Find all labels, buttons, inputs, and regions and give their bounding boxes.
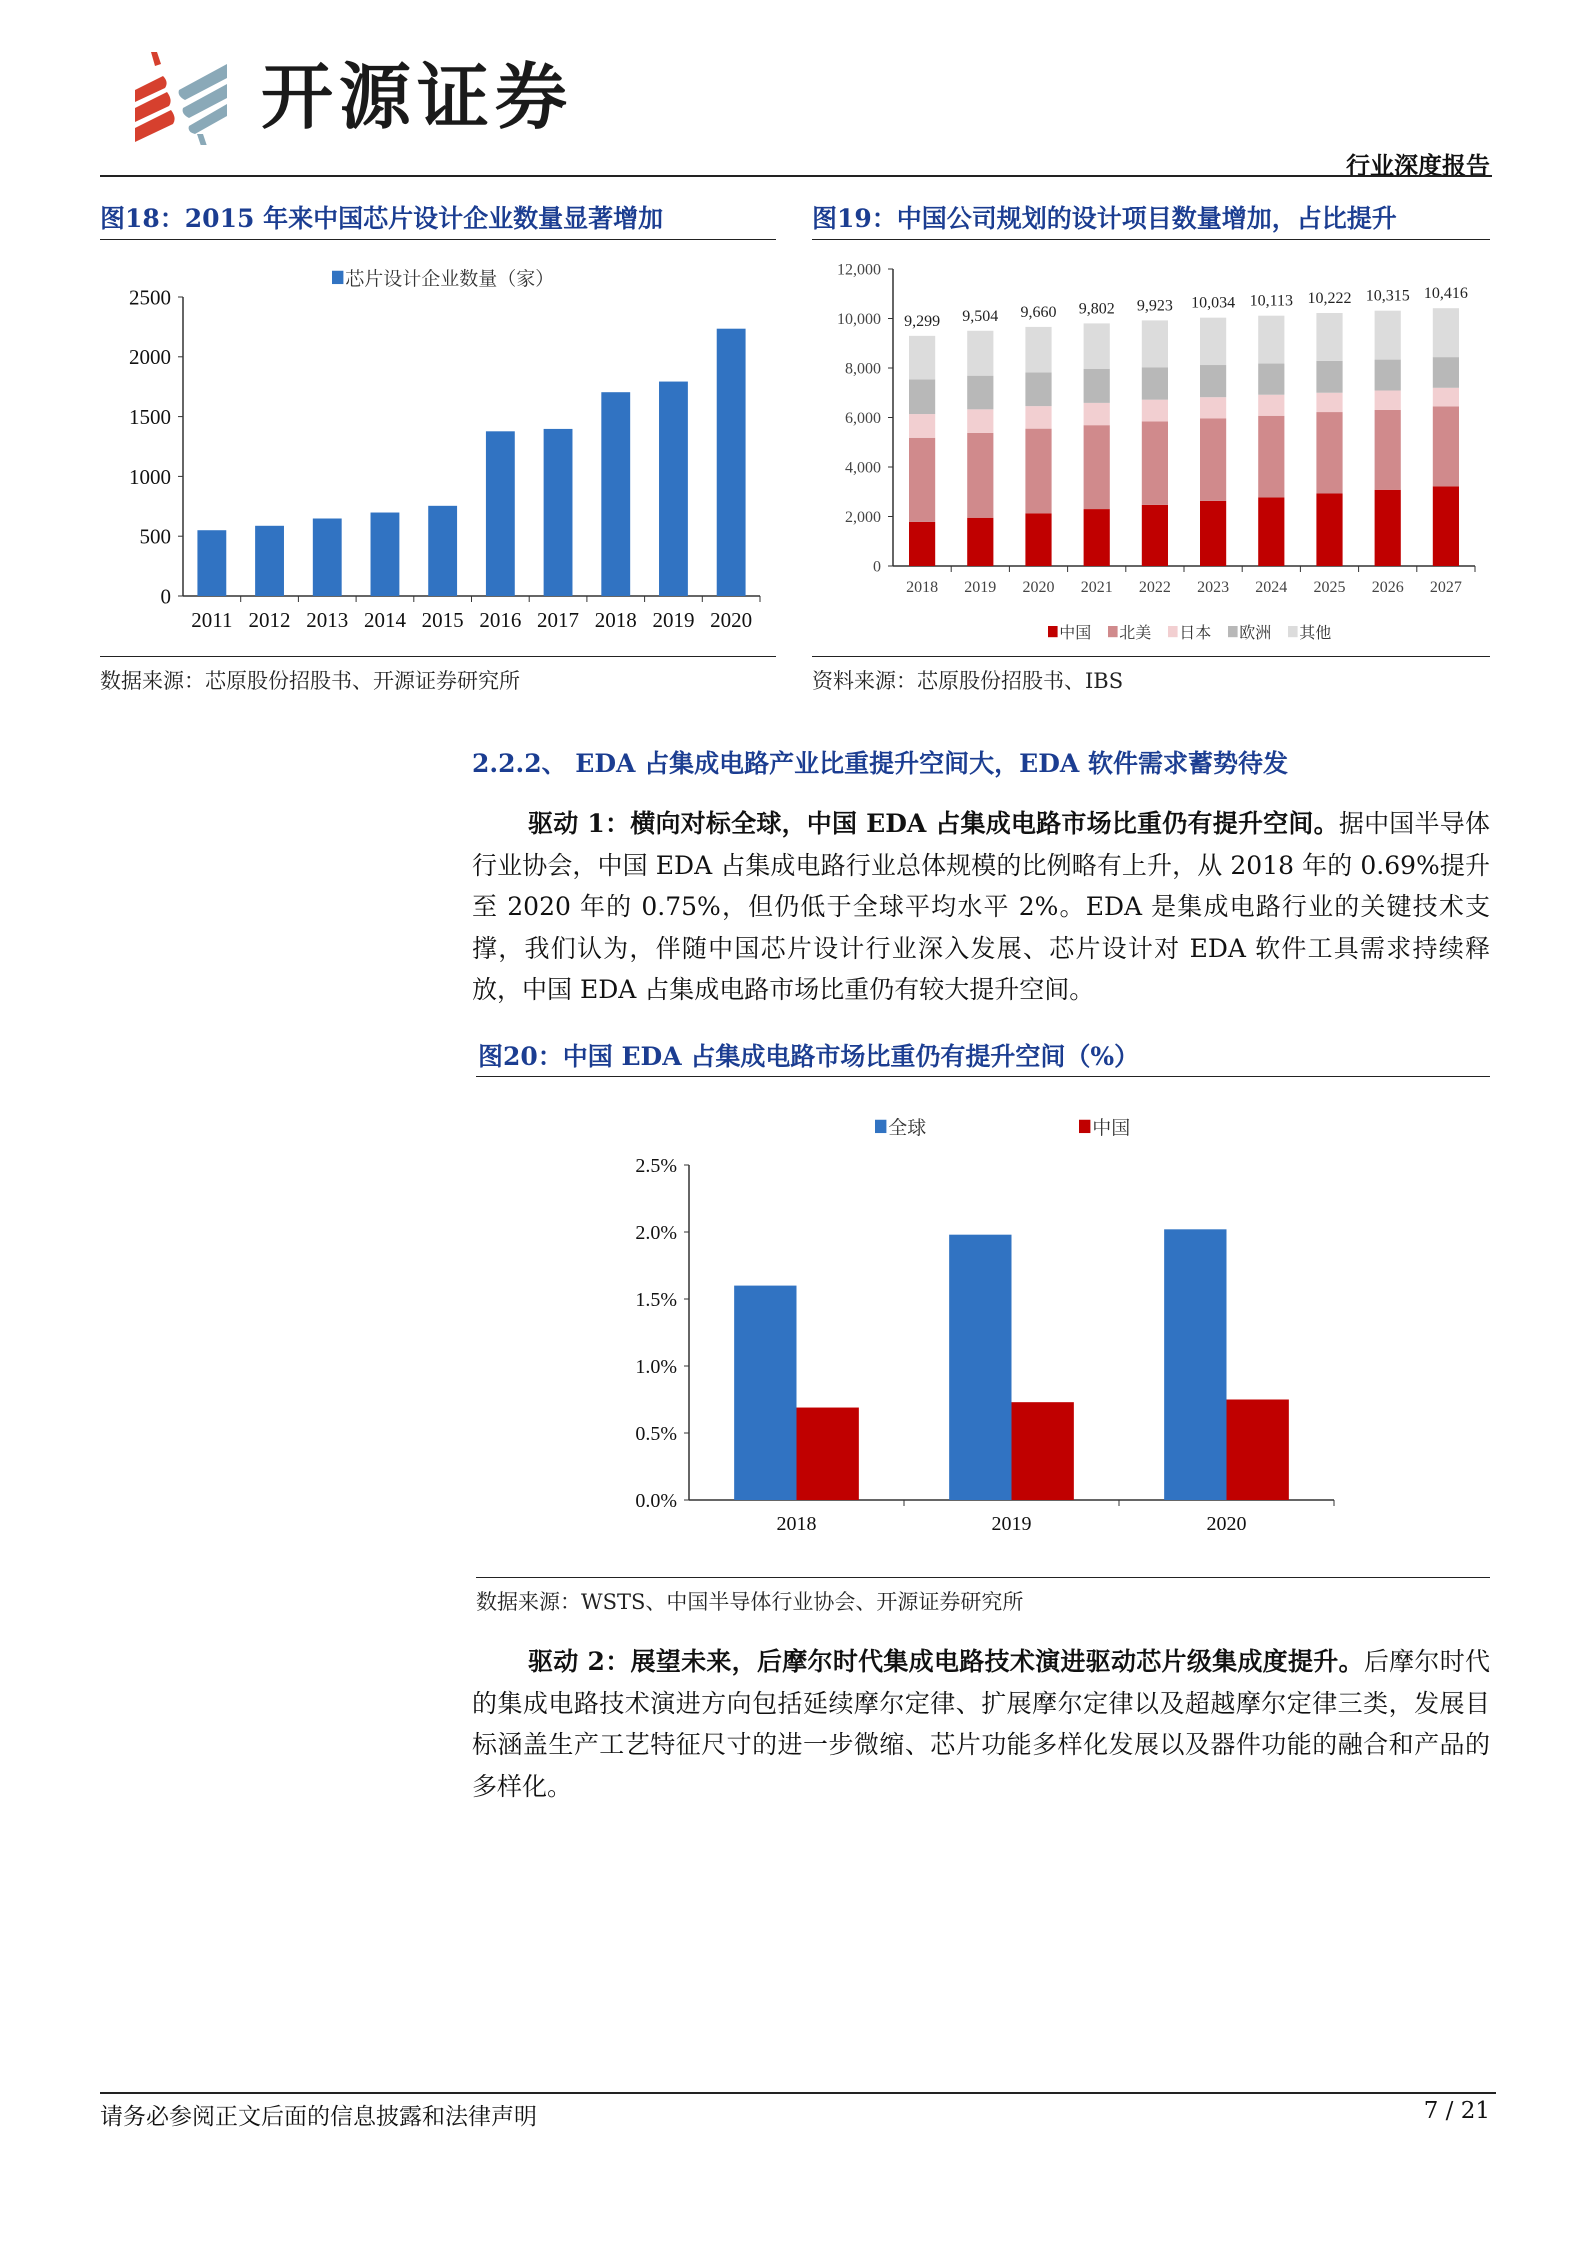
- bar-segment-欧洲: [1433, 357, 1459, 388]
- bar-segment-中国: [1433, 486, 1459, 566]
- section-heading: 2.2.2、 EDA 占集成电路产业比重提升空间大，EDA 软件需求蓄势待发: [472, 749, 1288, 778]
- fig19-title-rule: [812, 239, 1490, 240]
- page-number: 7 / 21: [1423, 2098, 1490, 2124]
- bar-segment-中国: [1025, 513, 1051, 566]
- total-label: 9,504: [962, 307, 999, 325]
- bar-芯片设计企业数量（家）: [197, 530, 226, 596]
- total-label: 10,113: [1249, 292, 1294, 310]
- bar-segment-日本: [1025, 406, 1051, 429]
- driver2-body: 后摩尔时代的集成电路技术演进方向包括延续摩尔定律、扩展摩尔定律以及超越摩尔定律三类，发展目标涵盖生产工艺特征尺寸的进一步微缩、芯片功能多样化发展以及器件功能的融合和产品的多样化。: [472, 1647, 1490, 1801]
- legend-swatch: [1108, 626, 1118, 637]
- total-label: 9,660: [1020, 303, 1057, 321]
- y-tick-label: 6,000: [845, 410, 881, 428]
- bar-segment-日本: [1433, 388, 1459, 407]
- bar-segment-日本: [909, 414, 935, 438]
- bar-segment-中国: [1375, 490, 1401, 566]
- bar-中国: [797, 1408, 859, 1500]
- bar-芯片设计企业数量（家）: [428, 506, 457, 596]
- bar-segment-其他: [1025, 327, 1051, 373]
- legend-label: 北美: [1119, 625, 1152, 642]
- bar-segment-其他: [1142, 320, 1168, 367]
- bar-segment-北美: [1025, 429, 1051, 514]
- total-label: 9,802: [1078, 300, 1115, 318]
- bar-segment-北美: [1200, 418, 1226, 500]
- bar-segment-其他: [1316, 313, 1342, 361]
- y-tick-label: 4,000: [845, 459, 881, 477]
- x-tick-label: 2025: [1313, 579, 1346, 596]
- legend-label: 欧洲: [1239, 625, 1272, 642]
- legend-swatch: [1168, 626, 1178, 637]
- bar-全球: [1164, 1229, 1226, 1500]
- total-label: 9,923: [1136, 297, 1173, 315]
- bar-芯片设计企业数量（家）: [486, 431, 515, 596]
- legend-swatch: [1288, 626, 1298, 637]
- bar-segment-北美: [1084, 425, 1110, 509]
- fig18-title: 图18：2015 年来中国芯片设计企业数量显著增加: [100, 204, 664, 233]
- bar-segment-日本: [1200, 397, 1226, 418]
- legend-label: 全球: [888, 1118, 927, 1139]
- y-tick-label: 2500: [129, 285, 171, 310]
- fig20-source-rule: [476, 1577, 1490, 1578]
- bar-芯片设计企业数量（家）: [601, 392, 630, 596]
- legend-label: 中国: [1059, 625, 1092, 642]
- fig18-source-rule: [100, 656, 776, 657]
- legend-label: 芯片设计企业数量（家）: [345, 269, 555, 290]
- fig20-title: 图20：中国 EDA 占集成电路市场比重仍有提升空间（%）: [478, 1042, 1140, 1071]
- logo-mark-icon: [131, 50, 241, 145]
- x-tick-label: 2017: [537, 608, 580, 632]
- x-tick-label: 2018: [906, 579, 939, 596]
- fig18-chart: [100, 245, 776, 650]
- bar-segment-北美: [1258, 416, 1284, 498]
- bar-segment-其他: [1084, 323, 1110, 368]
- bar-segment-中国: [1200, 501, 1226, 566]
- y-tick-label: 500: [139, 524, 171, 549]
- x-tick-label: 2019: [652, 608, 695, 632]
- driver1-paragraph: [472, 803, 1490, 1011]
- y-tick-label: 12,000: [837, 261, 881, 279]
- x-tick-label: 2015: [421, 608, 464, 632]
- bar-segment-北美: [1316, 412, 1342, 493]
- bar-全球: [734, 1286, 796, 1500]
- bar-segment-中国: [1316, 493, 1342, 566]
- bar-segment-中国: [1142, 505, 1168, 566]
- bar-segment-欧洲: [1025, 372, 1051, 406]
- bar-芯片设计企业数量（家）: [255, 526, 284, 596]
- bar-segment-欧洲: [967, 376, 993, 410]
- x-tick-label: 2019: [991, 1513, 1032, 1535]
- fig20-title-rule: [476, 1076, 1490, 1077]
- footer-disclaimer: 请务必参阅正文后面的信息披露和法律声明: [100, 2104, 537, 2130]
- bar-segment-日本: [1316, 393, 1342, 412]
- y-tick-label: 1.5%: [635, 1289, 677, 1311]
- bar-segment-中国: [909, 522, 935, 566]
- bar-segment-中国: [967, 518, 993, 566]
- brand-logo: [131, 50, 601, 145]
- fig18-title-rule: [100, 239, 776, 240]
- x-tick-label: 2020: [1022, 579, 1055, 596]
- legend-swatch: [332, 271, 343, 284]
- legend-label: 其他: [1299, 625, 1332, 642]
- bar-segment-其他: [1200, 318, 1226, 365]
- total-label: 9,299: [904, 312, 941, 330]
- driver2-paragraph: [472, 1641, 1490, 1807]
- bar-芯片设计企业数量（家）: [371, 513, 400, 596]
- legend-label: 中国: [1092, 1118, 1131, 1139]
- legend-swatch: [1079, 1120, 1090, 1133]
- legend-swatch: [1048, 626, 1058, 637]
- bar-segment-欧洲: [1375, 360, 1401, 391]
- fig19-source-rule: [812, 656, 1490, 657]
- driver1-lead: 驱动 1：横向对标全球，中国 EDA 占集成电路市场比重仍有提升空间。: [528, 809, 1339, 838]
- x-tick-label: 2019: [964, 579, 997, 596]
- bar-segment-日本: [967, 409, 993, 433]
- x-tick-label: 2011: [191, 608, 233, 632]
- bar-segment-日本: [1142, 400, 1168, 422]
- bar-segment-日本: [1084, 403, 1110, 425]
- legend-swatch: [1228, 626, 1238, 637]
- x-tick-label: 2014: [363, 608, 406, 632]
- total-label: 10,315: [1365, 287, 1410, 305]
- x-tick-label: 2021: [1080, 579, 1113, 596]
- total-label: 10,416: [1423, 285, 1468, 303]
- bar-全球: [949, 1235, 1011, 1500]
- y-tick-label: 1.0%: [635, 1356, 677, 1378]
- bar-segment-中国: [1258, 497, 1284, 566]
- y-tick-label: 2.5%: [635, 1155, 677, 1177]
- y-tick-label: 0.5%: [635, 1423, 677, 1445]
- x-tick-label: 2027: [1429, 579, 1462, 596]
- y-tick-label: 0: [873, 558, 881, 576]
- bar-segment-北美: [909, 438, 935, 522]
- y-tick-label: 2.0%: [635, 1222, 677, 1244]
- bar-segment-其他: [1433, 308, 1459, 357]
- fig19-chart: [812, 245, 1490, 650]
- y-tick-label: 0.0%: [635, 1490, 677, 1512]
- brand-name: 开源证券: [261, 55, 574, 139]
- y-tick-label: 0: [160, 584, 171, 609]
- fig20-chart: [476, 1090, 1490, 1570]
- bar-中国: [1227, 1400, 1289, 1501]
- x-tick-label: 2026: [1371, 579, 1404, 596]
- legend-swatch: [875, 1120, 886, 1133]
- fig19-source: 资料来源：芯原股份招股书、IBS: [812, 669, 1124, 693]
- fig18-source: 数据来源：芯原股份招股书、开源证券研究所: [100, 669, 520, 693]
- bar-芯片设计企业数量（家）: [659, 382, 688, 596]
- bar-segment-其他: [1375, 311, 1401, 360]
- x-tick-label: 2013: [306, 608, 349, 632]
- total-label: 10,222: [1307, 290, 1352, 308]
- y-tick-label: 2000: [129, 345, 171, 370]
- bar-芯片设计企业数量（家）: [544, 429, 573, 596]
- bar-中国: [1012, 1402, 1074, 1500]
- bar-segment-欧洲: [1084, 369, 1110, 403]
- bar-segment-其他: [909, 336, 935, 380]
- bar-segment-北美: [1433, 406, 1459, 486]
- x-tick-label: 2018: [594, 608, 637, 632]
- x-tick-label: 2018: [776, 1513, 817, 1535]
- total-label: 10,034: [1191, 294, 1236, 312]
- y-tick-label: 8,000: [845, 360, 881, 378]
- x-tick-label: 2016: [479, 608, 522, 632]
- bar-segment-欧洲: [1316, 361, 1342, 393]
- x-tick-label: 2020: [1206, 1513, 1247, 1535]
- bar-segment-欧洲: [1142, 367, 1168, 399]
- y-tick-label: 2,000: [845, 509, 881, 527]
- x-tick-label: 2024: [1255, 579, 1288, 596]
- bar-segment-北美: [1375, 410, 1401, 490]
- bar-segment-日本: [1375, 391, 1401, 410]
- x-tick-label: 2023: [1197, 579, 1230, 596]
- driver2-lead: 驱动 2：展望未来，后摩尔时代集成电路技术演进驱动芯片级集成度提升。: [528, 1647, 1364, 1676]
- bar-segment-其他: [967, 331, 993, 376]
- header-divider: [100, 175, 1492, 177]
- report-type: 行业深度报告: [1346, 151, 1490, 180]
- bar-segment-日本: [1258, 395, 1284, 416]
- fig20-source: 数据来源：WSTS、中国半导体行业协会、开源证券研究所: [476, 1590, 1024, 1614]
- y-tick-label: 1000: [129, 464, 171, 489]
- y-tick-label: 10,000: [837, 311, 881, 329]
- bar-segment-欧洲: [909, 379, 935, 414]
- driver1-body: 据中国半导体行业协会，中国 EDA 占集成电路行业总体规模的比例略有上升，从 2018 年的 0.69%提升至 2020 年的 0.75%，但仍低于全球平均水平 2%。EDA 是集成电路行业的关键技术支撑，我们认为，伴随中国芯片设计行业深入发展、芯片设计对 EDA 软件工具需求持续释放，中国 EDA 占集成电路市场比重仍有较大提升空间。: [472, 809, 1490, 1004]
- bar-芯片设计企业数量（家）: [717, 329, 746, 596]
- y-tick-label: 1500: [129, 404, 171, 429]
- x-tick-label: 2020: [710, 608, 753, 632]
- bar-segment-其他: [1258, 316, 1284, 364]
- bar-segment-中国: [1084, 509, 1110, 566]
- fig19-title: 图19：中国公司规划的设计项目数量增加，占比提升: [812, 204, 1397, 233]
- legend-label: 日本: [1179, 625, 1212, 642]
- bar-芯片设计企业数量（家）: [313, 518, 342, 596]
- x-tick-label: 2012: [248, 608, 291, 632]
- x-tick-label: 2022: [1138, 579, 1171, 596]
- bar-segment-欧洲: [1200, 365, 1226, 397]
- bar-segment-北美: [967, 433, 993, 518]
- footer-divider: [100, 2092, 1496, 2094]
- bar-segment-北美: [1142, 421, 1168, 504]
- bar-segment-欧洲: [1258, 364, 1284, 395]
